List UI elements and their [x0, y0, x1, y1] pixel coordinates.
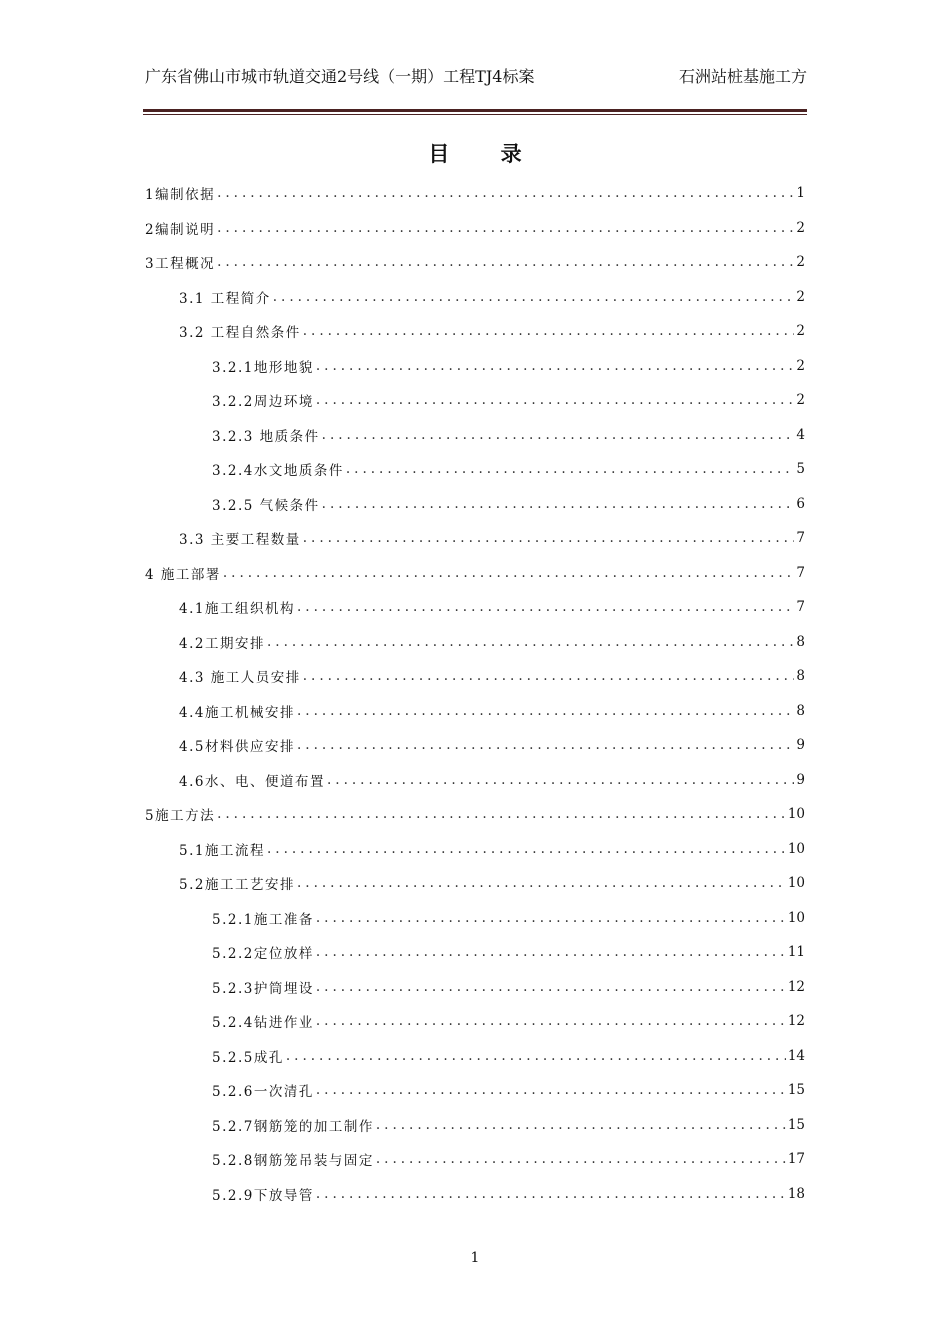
toc-leader-dots	[286, 1048, 786, 1064]
toc-entry[interactable]	[145, 763, 805, 798]
toc-entry[interactable]	[145, 797, 805, 832]
toc-leader-dots	[217, 254, 794, 270]
toc-entry-label: 3.2.1地形地貌	[212, 359, 314, 376]
toc-entry-label: 4.4施工机械安排	[179, 704, 295, 721]
toc-entry-label: 3.2.5 气候条件	[212, 497, 320, 514]
toc-entry-page: 1	[796, 185, 805, 202]
toc-leader-dots	[223, 565, 795, 581]
toc-entry-label: 3.2.4水文地质条件	[212, 463, 344, 480]
toc-entry-label: 3.1 工程简介	[179, 290, 271, 307]
toc-entry-page: 6	[796, 495, 805, 512]
toc-entry-page: 9	[796, 771, 805, 788]
toc-leader-dots	[376, 1151, 786, 1167]
toc-entry-label: 5施工方法	[145, 808, 216, 825]
toc-entry-page: 17	[787, 1151, 805, 1168]
toc-entry[interactable]	[145, 625, 805, 660]
toc-entry-label: 4.3 施工人员安排	[179, 670, 301, 687]
toc-leader-dots	[217, 220, 794, 236]
toc-leader-dots	[316, 1082, 786, 1098]
header-rule-thin	[143, 114, 807, 115]
header-project-title: 广东省佛山市城市轨道交通2号线（一期）工程TJ4标案	[145, 67, 535, 86]
toc-entry-page: 8	[796, 633, 805, 650]
page-number: 1	[470, 1250, 480, 1266]
toc-entry-page: 10	[787, 806, 805, 823]
toc-entry[interactable]	[145, 314, 805, 349]
toc-entry-label: 3.2 工程自然条件	[179, 325, 301, 342]
toc-leader-dots	[267, 634, 794, 650]
toc-leader-dots	[322, 496, 795, 512]
toc-entry-page: 9	[796, 737, 805, 754]
toc-entry[interactable]	[145, 176, 805, 211]
toc-entry-label: 5.2施工工艺安排	[179, 877, 295, 894]
toc-entry-page: 2	[796, 357, 805, 374]
toc-leader-dots	[316, 944, 786, 960]
toc-entry-label: 4.5材料供应安排	[179, 739, 295, 756]
toc-entry-page: 11	[787, 944, 805, 961]
toc-entry-page: 18	[787, 1185, 805, 1202]
toc-leader-dots	[316, 1013, 786, 1029]
toc-leader-dots	[303, 668, 795, 684]
toc-entry-page: 12	[787, 1013, 805, 1030]
toc-entry-page: 7	[796, 599, 805, 616]
toc-entry[interactable]	[145, 487, 805, 522]
toc-entry[interactable]	[145, 728, 805, 763]
toc-entry[interactable]	[145, 1004, 805, 1039]
toc-entry[interactable]	[145, 1039, 805, 1074]
page-header	[145, 66, 807, 108]
toc-entry-page: 2	[796, 219, 805, 236]
toc-entry-label: 5.1施工流程	[179, 842, 265, 859]
toc-leader-dots	[303, 323, 795, 339]
toc-entry[interactable]	[145, 349, 805, 384]
toc-entry-page: 4	[796, 426, 805, 443]
toc-entry[interactable]	[145, 590, 805, 625]
header-document-title: 石洲站桩基施工方	[678, 67, 807, 86]
toc-entry-page: 5	[796, 461, 805, 478]
toc-leader-dots	[316, 910, 786, 926]
toc-leader-dots	[303, 530, 795, 546]
toc-entry-label: 5.2.1施工准备	[212, 911, 314, 928]
toc-entry-label: 5.2.4钻进作业	[212, 1015, 314, 1032]
toc-entry-page: 2	[796, 254, 805, 271]
toc-leader-dots	[297, 703, 794, 719]
toc-leader-dots	[316, 392, 795, 408]
toc-entry-label: 2编制说明	[145, 221, 216, 238]
toc-leader-dots	[327, 772, 794, 788]
toc-entry-label: 1编制依据	[145, 187, 216, 204]
toc-entry-label: 5.2.8钢筋笼吊装与固定	[212, 1153, 374, 1170]
toc-entry[interactable]	[145, 521, 805, 556]
toc-entry[interactable]	[145, 245, 805, 280]
toc-entry[interactable]	[145, 556, 805, 591]
toc-leader-dots	[316, 979, 786, 995]
toc-entry-page: 8	[796, 702, 805, 719]
toc-entry-page: 10	[787, 875, 805, 892]
toc-entry-page: 15	[787, 1116, 805, 1133]
toc-entry-label: 5.2.7钢筋笼的加工制作	[212, 1118, 374, 1135]
toc-entry[interactable]	[145, 970, 805, 1005]
toc-leader-dots	[267, 841, 786, 857]
toc-entry-page: 2	[796, 288, 805, 305]
toc-entry[interactable]	[145, 901, 805, 936]
toc-entry-label: 3.2.2周边环境	[212, 394, 314, 411]
toc-entry-page: 7	[796, 530, 805, 547]
toc-entry[interactable]	[145, 866, 805, 901]
toc-entry-label: 4.6水、电、便道布置	[179, 773, 325, 790]
toc-leader-dots	[316, 1186, 786, 1202]
table-of-contents	[145, 176, 805, 1211]
toc-entry-label: 3.3 主要工程数量	[179, 532, 301, 549]
header-rule-thick	[143, 109, 807, 112]
toc-entry[interactable]	[145, 280, 805, 315]
toc-entry[interactable]	[145, 383, 805, 418]
toc-heading: 目 录	[428, 141, 544, 166]
toc-leader-dots	[297, 599, 794, 615]
toc-leader-dots	[346, 461, 795, 477]
toc-leader-dots	[297, 737, 794, 753]
toc-leader-dots	[297, 875, 786, 891]
toc-entry[interactable]	[145, 832, 805, 867]
toc-leader-dots	[316, 358, 795, 374]
toc-entry[interactable]	[145, 659, 805, 694]
toc-entry[interactable]	[145, 418, 805, 453]
toc-entry[interactable]	[145, 452, 805, 487]
toc-entry-label: 4 施工部署	[145, 566, 221, 583]
toc-entry-page: 8	[796, 668, 805, 685]
toc-entry-label: 3工程概况	[145, 256, 216, 273]
toc-entry[interactable]	[145, 1108, 805, 1143]
toc-leader-dots	[273, 289, 795, 305]
toc-entry[interactable]	[145, 935, 805, 970]
toc-entry-page: 7	[796, 564, 805, 581]
toc-entry-page: 2	[796, 323, 805, 340]
toc-entry-label: 5.2.6一次清孔	[212, 1084, 314, 1101]
toc-entry[interactable]	[145, 1142, 805, 1177]
toc-entry[interactable]	[145, 1177, 805, 1212]
toc-entry-page: 10	[787, 840, 805, 857]
toc-leader-dots	[217, 806, 786, 822]
toc-entry-label: 5.2.5成孔	[212, 1049, 284, 1066]
toc-leader-dots	[376, 1117, 786, 1133]
toc-entry-label: 4.2工期安排	[179, 635, 265, 652]
toc-entry[interactable]	[145, 1073, 805, 1108]
toc-leader-dots	[217, 185, 794, 201]
toc-entry-label: 3.2.3 地质条件	[212, 428, 320, 445]
toc-leader-dots	[322, 427, 795, 443]
toc-entry[interactable]	[145, 211, 805, 246]
toc-entry-label: 5.2.9下放导管	[212, 1187, 314, 1204]
toc-entry-page: 10	[787, 909, 805, 926]
toc-entry-label: 5.2.3护筒埋设	[212, 980, 314, 997]
toc-entry-page: 2	[796, 392, 805, 409]
toc-entry-label: 4.1施工组织机构	[179, 601, 295, 618]
toc-entry-page: 15	[787, 1082, 805, 1099]
toc-entry-page: 12	[787, 978, 805, 995]
toc-entry-label: 5.2.2定位放样	[212, 946, 314, 963]
toc-entry[interactable]	[145, 694, 805, 729]
toc-entry-page: 14	[787, 1047, 805, 1064]
